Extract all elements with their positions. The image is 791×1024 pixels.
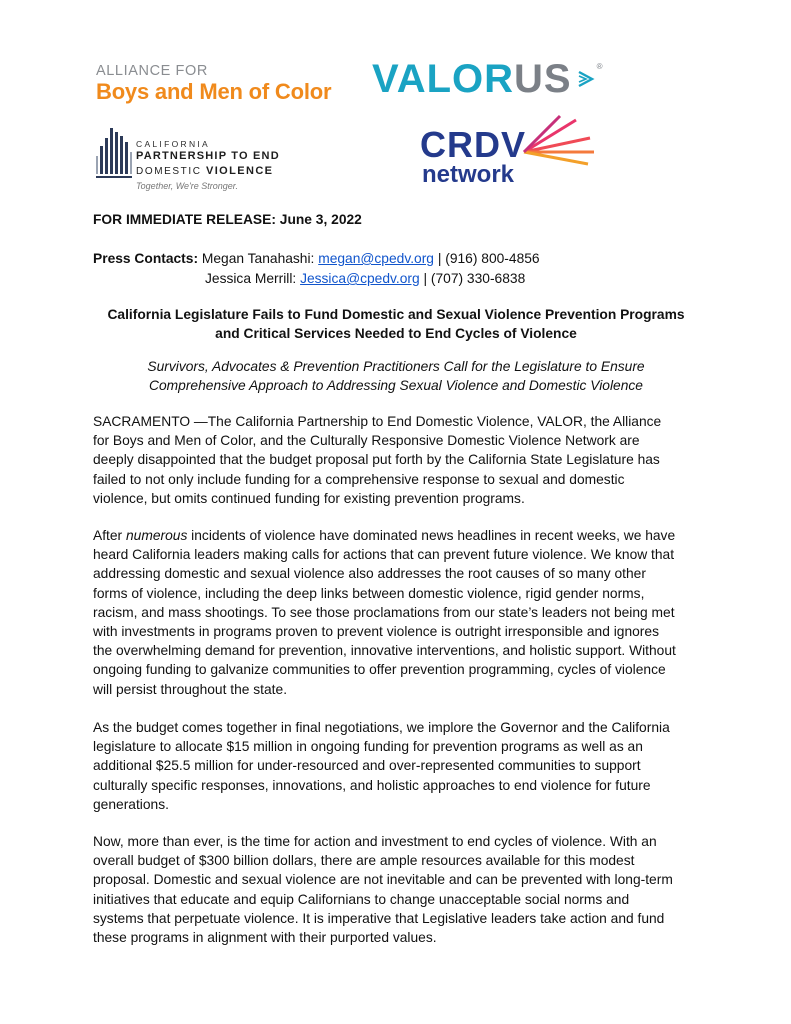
cpedv-logo-line1: CALIFORNIA <box>136 139 211 149</box>
emphasis-text: numerous <box>125 528 188 543</box>
paragraph-line: heard California leaders making calls for actions that can prevent future violence. We know that <box>93 547 675 563</box>
paragraph-line: failed to not only include funding for a comprehensive response to sexual and domestic <box>93 471 625 487</box>
headline-line: California Legislature Fails to Fund Domestic and Sexual Violence Prevention Programs <box>107 307 685 322</box>
contact-1-name: Megan Tanahashi: <box>198 251 319 266</box>
paragraph-1 <box>93 412 705 508</box>
paragraph-2 <box>93 526 705 699</box>
paragraph-line: deeply disappointed that the budget proposal put forth by the California State Legislature has <box>93 452 660 468</box>
subheadline-line: Survivors, Advocates & Prevention Practitioners Call for the Legislature to Ensure <box>147 359 645 374</box>
paragraph-line: racism, and mass shootings. To see those proclamations from our state’s leaders not being met <box>93 604 675 620</box>
paragraph-line: Now, more than ever, is the time for action and investment to end cycles of violence. With an <box>93 834 657 849</box>
crdv-logo-line2: network <box>422 161 515 188</box>
contact-row-2 <box>93 269 693 289</box>
paragraph-line: the overwhelming demand for prevention, innovative interventions, and holistic support. Without <box>93 643 676 659</box>
paragraph-line: generations. <box>93 796 169 812</box>
paragraph-line: will persist throughout the state. <box>93 681 288 697</box>
paragraph-line: additional $25.5 million for under-resourced and over-represented communities to support <box>93 758 641 774</box>
cpedv-emblem-icon <box>96 126 134 180</box>
paragraph-line: with investments in programs proven to prevent violence is outright irresponsible and ignores <box>93 624 659 640</box>
paragraph-text: incidents of violence have dominated news headlines in recent weeks, we have <box>187 528 676 543</box>
abmc-logo <box>96 64 366 105</box>
paragraph-line: systems that perpetuate violence. It is imperative that Legislative leaders take action and fund <box>93 910 665 926</box>
subheadline-line: Comprehensive Approach to Addressing Sexual Violence and Domestic Violence <box>149 378 643 393</box>
contact-2-phone: | (707) 330-6838 <box>419 271 526 286</box>
cpedv-logo <box>96 126 316 196</box>
release-date: FOR IMMEDIATE RELEASE: June 3, 2022 <box>93 212 362 227</box>
paragraph-line: legislature to allocate $15 million in ongoing funding for prevention programs as well as an <box>93 739 643 755</box>
paragraph-3 <box>93 718 705 814</box>
valor-logo-part1: VALOR <box>372 57 515 101</box>
cpedv-tagline: Together, We're Stronger. <box>136 181 238 191</box>
paragraph-line: addressing domestic and sexual violence also addresses the root causes of so many other <box>93 566 646 582</box>
headline-line: and Critical Services Needed to End Cycles of Violence <box>215 326 577 341</box>
paragraph-line: initiatives that educate and equip Californians to change unacceptable social norms and <box>93 891 630 907</box>
paragraph-4 <box>93 832 705 947</box>
headline <box>93 305 699 343</box>
paragraph-line: forms of violence, including the deep links between domestic violence, rigid gender norms, <box>93 585 645 601</box>
paragraph-line: SACRAMENTO —The California Partnership to End Domestic Violence, VALOR, the Alliance <box>93 414 662 429</box>
paragraph-line: As the budget comes together in final negotiations, we implore the Governor and the California <box>93 720 670 735</box>
registered-mark-icon: ® <box>596 62 603 71</box>
abmc-logo-line2: Boys and Men of Color <box>96 79 332 104</box>
paragraph-line: these programs in alignment with their purported values. <box>93 930 437 946</box>
contact-row-1 <box>93 249 693 269</box>
contact-2-name: Jessica Merrill: <box>205 271 301 286</box>
abmc-logo-line1: ALLIANCE FOR <box>96 63 208 79</box>
press-contacts <box>93 249 693 289</box>
contact-1-phone: | (916) 800-4856 <box>433 251 540 266</box>
contacts-label: Press Contacts: <box>93 251 199 266</box>
cpedv-logo-line2: PARTNERSHIP TO END <box>136 150 280 162</box>
paragraph-line: for Boys and Men of Color, and the Culturally Responsive Domestic Violence Network are <box>93 433 640 449</box>
valor-logo-part2: US <box>514 57 572 101</box>
valor-logo <box>372 56 603 102</box>
valor-chevron-icon <box>576 67 596 91</box>
paragraph-line <box>93 526 705 545</box>
paragraph-line: proposal. Domestic and sexual violence are not inevitable and can be prevented with long-term <box>93 872 673 888</box>
paragraph-line: violence, but omits continued funding for existing prevention programs. <box>93 490 525 506</box>
paragraph-line: overall budget of $300 billion dollars, there are ample resources available for this modest <box>93 853 635 869</box>
paragraph-text: After <box>93 528 126 543</box>
crdv-logo-line1: CRDV <box>420 124 527 165</box>
paragraph-line: culturally specific responses, innovations, and holistic approaches to end violence for future <box>93 777 651 793</box>
contact-1-email-link[interactable]: megan@cpedv.org <box>318 251 434 266</box>
subheadline <box>93 357 699 395</box>
cpedv-logo-line3a: DOMESTIC <box>136 166 206 177</box>
paragraph-line: ongoing funding to galvanize communities to offer prevention programming, cycles of violence <box>93 662 666 678</box>
cpedv-logo-line3b: VIOLENCE <box>205 165 274 177</box>
cpedv-logo-line3 <box>136 165 273 177</box>
crdv-rays-icon <box>520 112 600 172</box>
crdv-logo <box>420 112 600 196</box>
contact-2-email-link[interactable]: Jessica@cpedv.org <box>300 271 420 286</box>
